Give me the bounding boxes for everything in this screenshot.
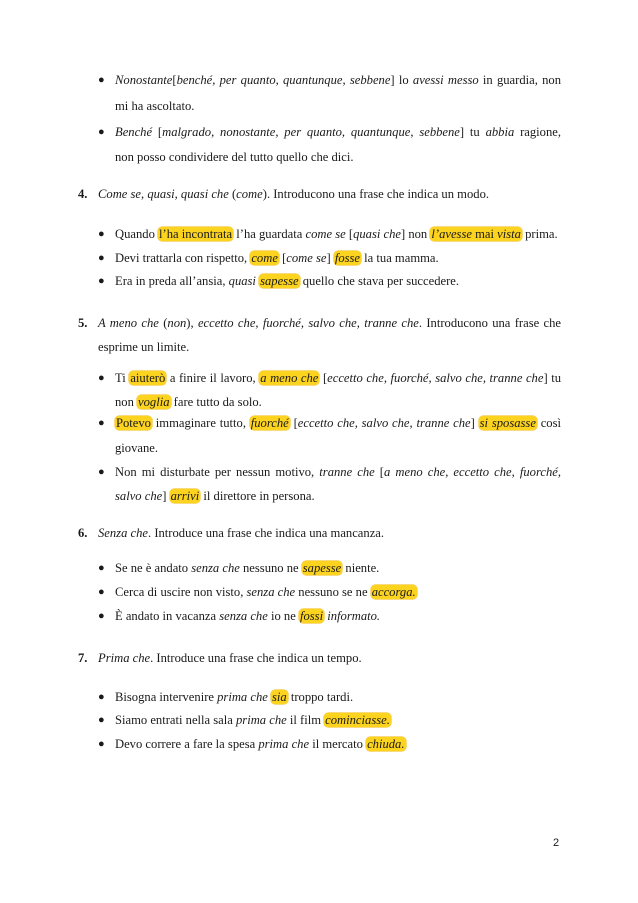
section-number: 7. — [78, 651, 88, 665]
example-line: Se ne è andato senza che nessuno ne sapesse niente. — [115, 561, 380, 575]
highlight: sia — [272, 690, 287, 704]
highlight: fossi — [299, 609, 324, 623]
example-line: Potevo immaginare tutto, fuorché [eccetto che, salvo che, tranne che] si sposasse così — [116, 416, 562, 430]
example-line: salvo che] arrivi il direttore in persona. — [115, 489, 315, 503]
bullet-icon: ● — [98, 714, 105, 726]
highlight: fuorché — [250, 416, 289, 430]
highlight: cominciasse. — [325, 713, 390, 727]
bullet-icon: ● — [98, 417, 105, 429]
highlight: aiuterò — [130, 371, 166, 385]
bullet-icon: ● — [98, 126, 105, 138]
bullet-icon: ● — [98, 691, 105, 703]
highlight: voglia — [138, 395, 170, 409]
section-heading: A meno che (non), eccetto che, fuorché, salvo che, tranne che. Introducono una frase che — [98, 316, 561, 330]
example-line: Quando l’ha incontrata l’ha guardata come se [quasi che] non l’avesse mai vista prima. — [115, 227, 558, 241]
section-number: 4. — [78, 187, 88, 201]
bullet-icon: ● — [98, 275, 105, 287]
highlight: l’ha incontrata — [159, 227, 233, 241]
highlight: chiuda. — [367, 737, 405, 751]
example-line: Bisogna intervenire prima che sia troppo tardi. — [115, 690, 354, 704]
highlight: Potevo — [116, 416, 151, 430]
highlight: fosse — [334, 251, 361, 265]
highlight: come — [251, 251, 278, 265]
bullet-icon: ● — [98, 74, 105, 86]
example-line: mi ha ascoltato. — [115, 99, 195, 113]
example-line: giovane. — [115, 441, 159, 455]
example-line: Cerca di uscire non visto, senza che nessuno se ne accorga. — [115, 585, 416, 599]
bullet-icon: ● — [98, 228, 105, 240]
bullet-icon: ● — [98, 586, 105, 598]
example-line: Benché [malgrado, nonostante, per quanto, quantunque, sebbene] tu abbia ragione, — [115, 125, 561, 139]
bullet-icon: ● — [98, 610, 105, 622]
example-line: È andato in vacanza senza che io ne fossi informato. — [115, 609, 381, 623]
bullet-icon: ● — [98, 466, 105, 478]
bullet-icon: ● — [98, 372, 105, 384]
example-line: non posso condividere del tutto quello che dici. — [115, 150, 354, 164]
section-number: 6. — [78, 526, 88, 540]
example-line: non voglia fare tutto da solo. — [115, 395, 262, 409]
page-number: 2 — [553, 837, 560, 849]
section-heading: Senza che. Introduce una frase che indica una mancanza. — [98, 526, 385, 540]
example-line: Non mi disturbate per nessun motivo, tranne che [a meno che, eccetto che, fuorché, — [115, 465, 562, 479]
highlight: arrivi — [170, 489, 200, 503]
highlight: a meno che — [260, 371, 319, 385]
section-number: 5. — [78, 316, 88, 330]
example-line: Ti aiuterò a finire il lavoro, a meno che [eccetto che, fuorché, salvo che, tranne che] tu — [115, 371, 561, 385]
example-line: Devi trattarla con rispetto, come [come se] fosse la tua mamma. — [115, 251, 439, 265]
bullet-icon: ● — [98, 252, 105, 264]
example-line: Siamo entrati nella sala prima che il film cominciasse. — [115, 713, 390, 727]
highlight: si sposasse — [479, 416, 536, 430]
highlight: sapesse — [260, 274, 299, 288]
section-heading-line: esprime un limite. — [98, 340, 190, 354]
section-heading: Prima che. Introduce una frase che indica un tempo. — [98, 651, 362, 665]
bullet-icon: ● — [98, 738, 105, 750]
section-heading: Come se, quasi, quasi che (come). Introducono una frase che indica un modo. — [98, 187, 490, 201]
bullet-icon: ● — [98, 562, 105, 574]
example-line: Era in preda all’ansia, quasi sapesse quello che stava per succedere. — [115, 274, 460, 288]
example-line: Nonostante[benché, per quanto, quantunque, sebbene] lo avessi messo in guardia, non — [115, 73, 561, 87]
highlight: l’avesse mai vista — [431, 227, 521, 241]
highlight: accorga. — [371, 585, 416, 599]
example-line: Devo correre a fare la spesa prima che il mercato chiuda. — [115, 737, 405, 751]
highlight: sapesse — [302, 561, 342, 575]
